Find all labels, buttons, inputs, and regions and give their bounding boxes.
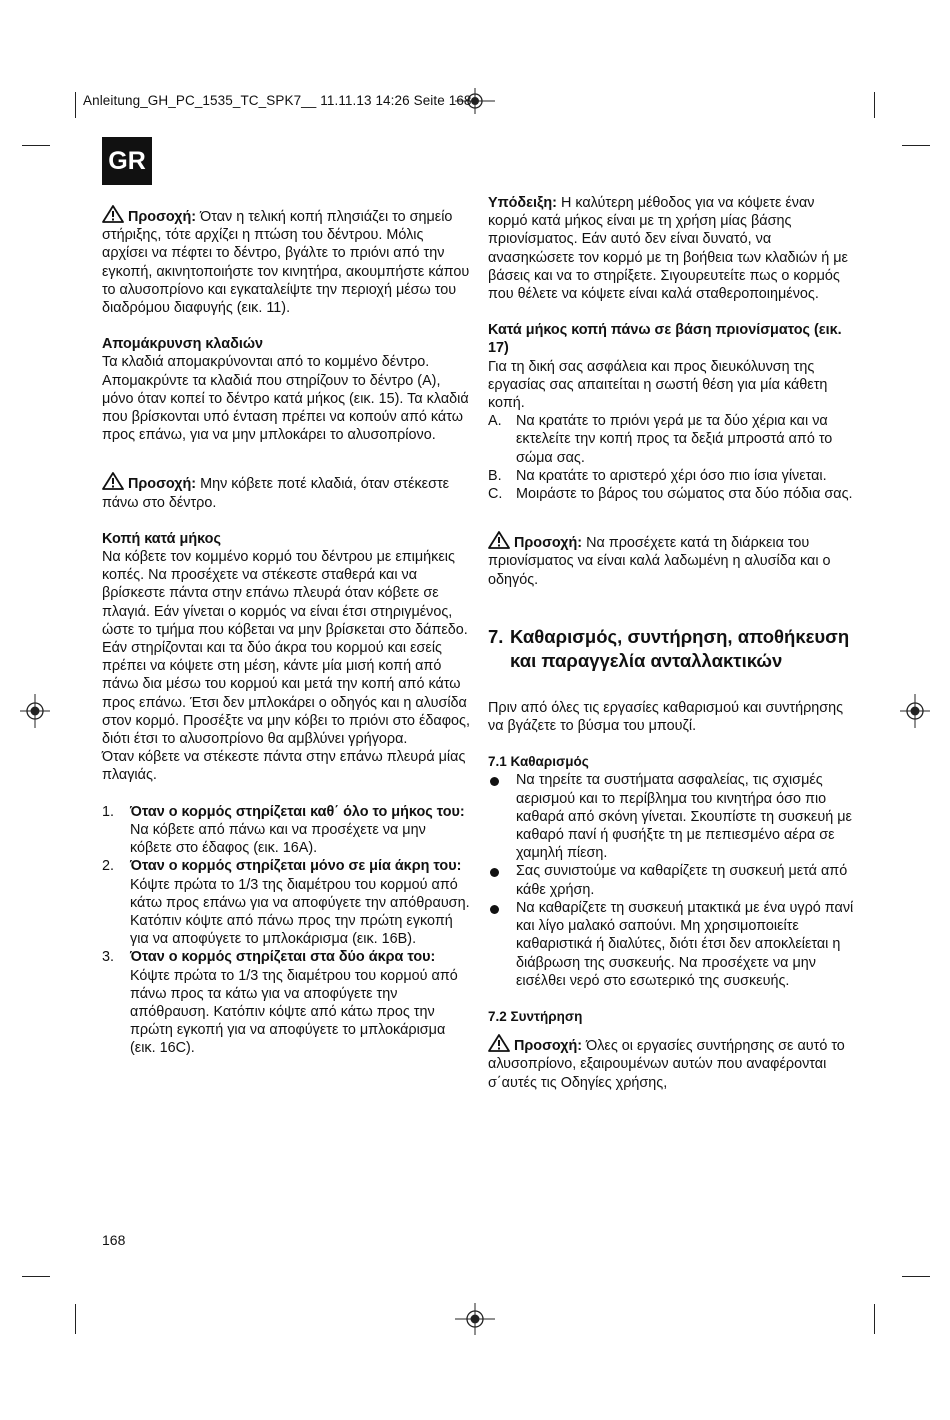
left-column (102, 205, 470, 1058)
list-letter: A. (488, 413, 502, 430)
list-item-text: Μοιράστε το βάρος του σώματος στα δύο πόδια σας. (516, 486, 853, 503)
bullet-icon (490, 868, 499, 877)
list-item (102, 803, 470, 858)
registration-mark-bottom-icon (455, 1303, 495, 1335)
registration-mark-left-icon (20, 694, 50, 728)
page-number: 168 (102, 1232, 126, 1248)
body-paragraph: Όταν κόβετε να στέκεστε πάντα στην επάνω πλευρά μίας πλαγιάς. (102, 749, 466, 784)
list-item-text: Κόψτε πρώτα το 1/3 της διαμέτρου του κορμού από κάτω προς επάνω για να αποφύγετε την απόθραυση. Κατόπιν κόψτε από πάνω προς την πρώτη εγκοπή για να αποφύγετε το μπλοκάρισμα (εικ. 16B). (130, 876, 470, 948)
chapter-heading (488, 625, 856, 673)
bullet-item (488, 862, 856, 898)
crop-mark-bottom-left-horizontal (22, 1276, 50, 1277)
crop-mark-top-left-vertical (75, 92, 76, 118)
bullet-icon (490, 905, 499, 914)
warning-paragraph (102, 472, 470, 511)
warning-text: Να προσέχετε κατά τη διάρκεια του πριονίσματος να είναι καλά λαδωμένη η αλυσίδα και ο οδηγός. (488, 535, 831, 588)
crop-mark-bottom-right-vertical (874, 1304, 875, 1334)
hint-paragraph (488, 194, 856, 303)
list-item-title: Όταν ο κορμός στηρίζεται καθ΄ όλο το μήκος του: (130, 803, 465, 820)
list-item (488, 412, 856, 467)
list-number: 3. (102, 949, 115, 966)
crop-mark-top-right-horizontal (902, 145, 930, 146)
body-paragraph: Πριν από όλες τις εργασίες καθαρισμού και συντήρησης να βγάζετε το βύσμα του μπουζί. (488, 699, 844, 735)
bullet-text: Σας συνιστούμε να καθαρίζετε τη συσκευή μετά από κάθε χρήση. (516, 863, 848, 898)
subsection-heading: 7.2 Συντήρηση (488, 1008, 583, 1024)
list-item (102, 857, 470, 948)
section-heading: Κατά μήκος κοπή πάνω σε βάση πριονίσματος (εικ. 17) (488, 322, 842, 357)
list-number: 2. (102, 858, 115, 875)
section-heading: Κοπή κατά μήκος (102, 530, 221, 547)
warning-label: Προσοχή: (514, 535, 583, 552)
bullet-item (488, 899, 856, 990)
list-item-text: Να κρατάτε το πριόνι γερά με τα δύο χέρια και να εκτελείτε την κοπή προς τα δεξιά μπροστά από το σώμα σας. (516, 413, 833, 466)
warning-triangle-icon (102, 472, 124, 490)
body-paragraph: Για τη δική σας ασφάλεια και προς διευκόλυνση της εργασίας σας απαιτείται η σωστή θέση για μία κάθετη κοπή. (488, 358, 828, 412)
language-badge: GR (102, 137, 152, 185)
bullet-item (488, 771, 856, 862)
right-column (488, 194, 856, 1092)
list-item (102, 948, 470, 1057)
bullet-text: Να τηρείτε τα συστήματα ασφαλείας, τις σχισμές αερισμού και το περίβλημα του κινητήρα όσο πιο καθαρά από σκόνη γίνεται. Σκουπίστε τη συσκευή με καθαρό πανί ή φυσήξτε τη με πεπιεσμένο αέρα σε χαμηλή πίεση. (516, 772, 852, 862)
list-item-text: Να κρατάτε το αριστερό χέρι όσο πιο ίσια γίνεται. (516, 467, 827, 484)
list-item-text: Κόψτε πρώτα το 1/3 της διαμέτρου του κορμού από πάνω προς τα κάτω για να αποφύγετε την απόθραυση. Κατόπιν κόψτε από κάτω προς την πρώτη εγκοπή για να αποφύγετε το μπλοκάρισμα (εικ. 16C). (130, 967, 458, 1057)
crop-mark-bottom-right-horizontal (902, 1276, 930, 1277)
list-number: 1. (102, 803, 115, 820)
crop-mark-top-right-vertical (874, 92, 875, 118)
section-heading: Απομάκρυνση κλαδιών (102, 336, 263, 353)
warning-text: Όταν η τελική κοπή πλησιάζει το σημείο στήριξης, τότε αρχίζει η πτώση του δέντρου. Μόλις αρχίσει να πέφτει το δέντρο, βγάλτε το πριόνι από την εγκοπή, ακινητοποιήστε τον κινητήρα, ακουμπήστε κάπου το αλυσοπρίονο και εγκαταλείψτε την περιοχή μέσω του διαδρόμου διαφυγής (εικ. 11). (102, 209, 470, 317)
warning-paragraph (488, 1034, 856, 1092)
body-paragraph: Τα κλαδιά απομακρύνονται από το κομμένο δέντρο. Απομακρύντε τα κλαδιά που στηρίζουν το δέντρο (Α), μόνο όταν κοπεί το δέντρο κατά μήκος (εικ. 15). Τα κλαδιά που βρίσκονται υπό ένταση πρέπει να κοπούν από κάτω προς επάνω, για να μην μπλοκάρει το αλυσοπρίονο. (102, 354, 469, 444)
body-paragraph: Να κόβετε τον κομμένο κορμό του δέντρου με επιμήκεις κοπές. Να προσέχετε να στέκεστε σταθερά και να βρίσκεστε πάντα στην επάνω πλευρά όταν κόβετε σε πλαγιά. Εάν γίνεται ο κορμός να είναι έτσι στηριγμένος, ώστε το τμήμα που κόβεται να μην βρίσκεται στο δάπεδο. (102, 549, 468, 638)
warning-label: Προσοχή: (128, 209, 197, 225)
list-item-text: Να κόβετε από πάνω και να προσέχετε να μην κόβετε στο έδαφος (εικ. 16A). (130, 821, 426, 857)
list-item (488, 467, 856, 485)
list-item (488, 485, 856, 503)
registration-mark-right-icon (900, 694, 930, 728)
warning-text: Όλες οι εργασίες συντήρησης σε αυτό το αλυσοπρίονο, εξαιρουμένων αυτών που αναφέρονται σ΄αυτές τις Οδηγίες χρήσης, (488, 1038, 845, 1091)
bullet-icon (490, 777, 499, 786)
hint-label: Υπόδειξη: (488, 195, 557, 211)
list-item-title: Όταν ο κορμός στηρίζεται μόνο σε μία άκρη του: (130, 858, 462, 875)
warning-triangle-icon (102, 205, 124, 223)
crop-mark-bottom-left-vertical (75, 1304, 76, 1334)
list-item-title: Όταν ο κορμός στηρίζεται στα δύο άκρα του: (130, 949, 436, 966)
warning-label: Προσοχή: (128, 476, 197, 493)
subsection-heading: 7.1 Καθαρισμός (488, 754, 589, 770)
list-letter: C. (488, 486, 503, 503)
list-letter: B. (488, 467, 502, 484)
hint-text: Η καλύτερη μέθοδος για να κόψετε έναν κορμό κατά μήκος είναι με τη χρήση μίας βάσης πριονίσματος. Εάν αυτό δεν είναι δυνατό, να ανασηκώσετε τον κορμό με τη βοήθεια των κλαδιών ή με βάσεις και να το στηρίξετε. Σιγουρευτείτε πως ο κορμός που θέλετε να κόψετε είναι καλά σταθεροποιημένος. (488, 195, 848, 303)
warning-text: Μην κόβετε ποτέ κλαδιά, όταν στέκεστε πάνω στο δέντρο. (102, 476, 450, 511)
body-paragraph: Εάν στηρίζονται και τα δύο άκρα του κορμού και εσείς πρέπει να κόψετε στη μέση, κάντε μία μισή κοπή από πάνω δια μέσω του κορμού και μετά την κοπή από κάτω προς επάνω. Έτσι δεν μπλοκάρει ο οδηγός και η αλυσίδα στον κορμό. Προσέξτε να μην κόβει το πριόνι στο έδαφος, διότι έτσι το αλυσοπρίονο θα αμβλύνει γρήγορα. (102, 640, 470, 748)
warning-paragraph (488, 531, 856, 589)
warning-paragraph (102, 205, 470, 317)
warning-triangle-icon (488, 1034, 510, 1052)
warning-triangle-icon (488, 531, 510, 549)
chapter-title: Καθαρισμός, συντήρηση, αποθήκευση και παραγγελία ανταλλακτικών (510, 625, 850, 671)
chapter-number: 7. (488, 625, 504, 647)
warning-label: Προσοχή: (514, 1038, 583, 1055)
print-header: Anleitung_GH_PC_1535_TC_SPK7__ 11.11.13 14:26 Seite 168 (83, 93, 472, 108)
crop-mark-top-left-horizontal (22, 145, 50, 146)
bullet-text: Να καθαρίζετε τη συσκευή μτακτικά με ένα υγρό πανί και λίγο μαλακό σαπούνι. Μη χρησιμοποιείτε καθαριστικά ή διαλύτες, διότι έτσι δεν αποκλείεται η διάβρωση της συσκευής. Να προσέχετε να μην εισέλθει νερό στο εσωτερικό της συσκευής. (516, 899, 854, 989)
